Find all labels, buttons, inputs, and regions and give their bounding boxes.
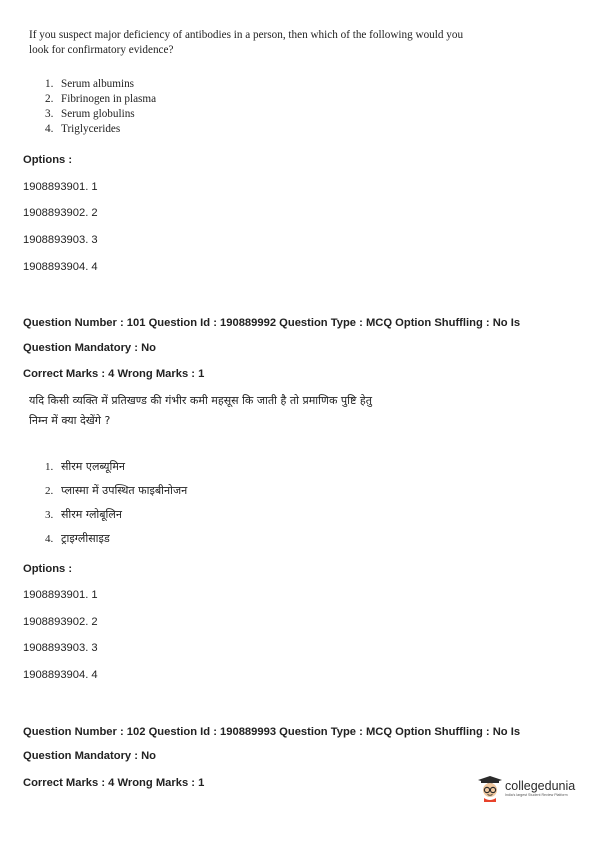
choice-item: 4. ट्राइग्लीसाइड xyxy=(45,532,110,545)
options-label: Options : xyxy=(23,563,73,575)
question-101-line1: यदि किसी व्यक्ति में प्रतिखण्ड की गंभीर कमी महसूस कि जाती है तो प्रमाणिक पुष्टि हेतु xyxy=(29,394,373,407)
option-line: 1908893901. 1 xyxy=(23,589,98,601)
option-line: 1908893904. 4 xyxy=(23,669,98,681)
question-100-choices xyxy=(45,77,156,137)
option-line: 1908893902. 2 xyxy=(23,616,98,628)
question-101-header: Question Number : 101 Question Id : 190889992 Question Type : MCQ Option Shuffling : No Is xyxy=(23,317,521,329)
question-102-header: Question Number : 102 Question Id : 190889993 Question Type : MCQ Option Shuffling : No Is xyxy=(23,726,521,738)
choice-item: 1. सीरम एलब्यूमिन xyxy=(45,460,125,473)
question-101-choices xyxy=(45,455,187,551)
choice-item: 4. Triglycerides xyxy=(45,123,121,135)
options-label: Options : xyxy=(23,154,73,166)
option-line: 1908893903. 3 xyxy=(23,642,98,654)
choice-item: 3. Serum globulins xyxy=(45,108,135,120)
choice-item: 2. प्लास्मा में उपस्थित फाइबीनोजन xyxy=(45,484,188,497)
question-101-text xyxy=(29,391,372,431)
question-101-line2: निम्न में क्या देखेंगे ? xyxy=(29,414,111,427)
question-100-line2: look for confirmatory evidence? xyxy=(29,44,174,56)
question-101-mandatory: Question Mandatory : No xyxy=(23,342,157,354)
option-line: 1908893903. 3 xyxy=(23,234,98,246)
question-100-text xyxy=(29,28,463,58)
question-100-line1: If you suspect major deficiency of antibodies in a person, then which of the following would you xyxy=(29,29,464,41)
logo-tagline: India's largest Student Review Platform xyxy=(505,793,568,797)
logo-brand-text: collegedunia xyxy=(505,779,576,793)
question-101-marks: Correct Marks : 4 Wrong Marks : 1 xyxy=(23,368,205,380)
choice-item: 1. Serum albumins xyxy=(45,78,135,90)
option-line: 1908893901. 1 xyxy=(23,181,98,193)
choice-item: 3. सीरम ग्लोबूलिन xyxy=(45,508,122,521)
option-line: 1908893902. 2 xyxy=(23,207,98,219)
choice-item: 2. Fibrinogen in plasma xyxy=(45,93,157,105)
collegedunia-logo xyxy=(478,776,575,802)
question-102-marks: Correct Marks : 4 Wrong Marks : 1 xyxy=(23,777,205,789)
question-102-mandatory: Question Mandatory : No xyxy=(23,750,157,762)
graduate-mascot-icon xyxy=(478,776,502,802)
option-line: 1908893904. 4 xyxy=(23,261,98,273)
